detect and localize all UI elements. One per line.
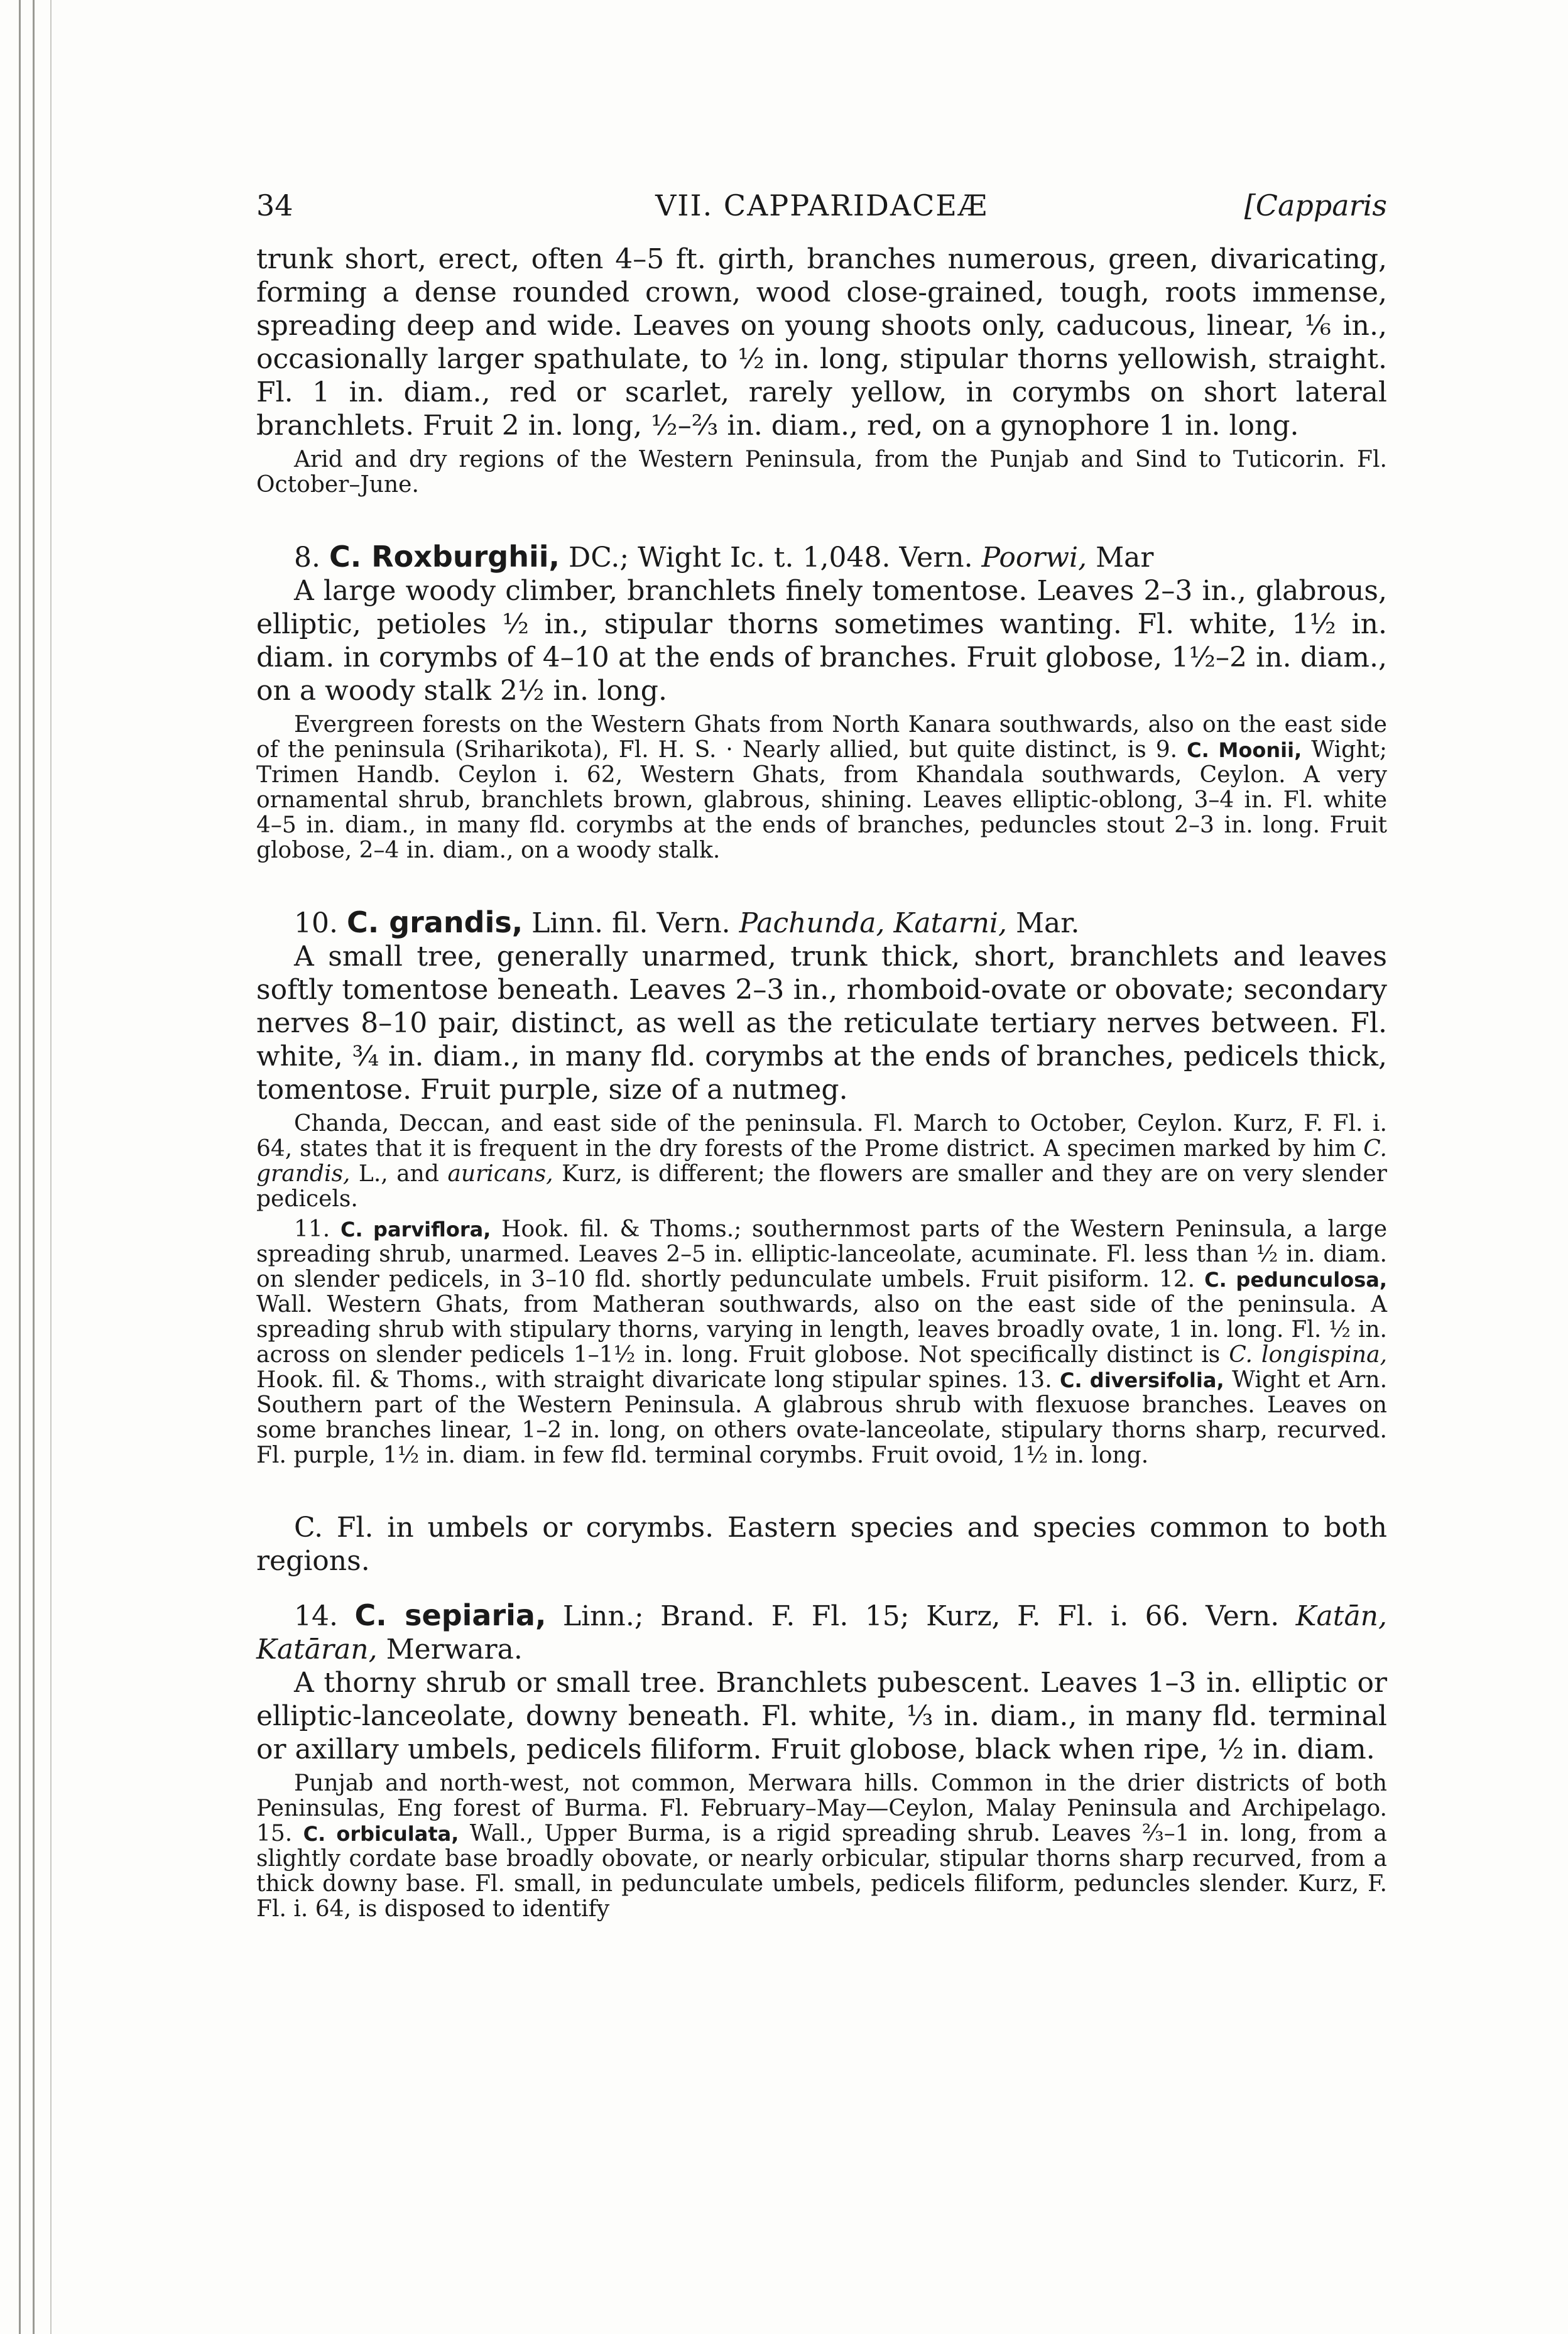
- related-species-note: [256, 1217, 1387, 1468]
- note-text: Punjab and north-west, not common, Merwara hills. Common in the drier districts of both Peninsulas, Eng forest of Burma. Fl. February–May—Ceylon, Malay Peninsula and Archipelago. 15.: [256, 1770, 1387, 1846]
- species-number: 14.: [294, 1600, 338, 1632]
- section-heading-c: C. Fl. in umbels or corymbs. Eastern species and species common to both regions.: [256, 1512, 1387, 1577]
- running-header: [256, 188, 1387, 232]
- note-text: Wall., Upper Burma, is a rigid spreading shrub. Leaves ⅔–1 in. long, from a slightly cordate base broadly obovate, or nearly orbicular, stipular thorns sharp recurved, from a thick downy base. Fl. small, in pedunculate umbels, pedicels filiform, peduncles slender. Kurz, F. Fl. i. 64, is disposed to identify: [256, 1821, 1388, 1922]
- species-entry-8: [256, 540, 1387, 863]
- related-species-name: C. Moonii,: [1187, 738, 1302, 762]
- species-authority: Linn. fil. Vern.: [523, 907, 739, 939]
- species-authority: DC.; Wight Ic. t. 1,048. Vern.: [559, 542, 982, 574]
- header-genus: [Capparis: [1244, 188, 1387, 222]
- note-text: Evergreen forests on the Western Ghats from North Kanara southwards, also on the east side of the peninsula (Sriharikota), Fl. H. S. · Nearly allied, but quite distinct, is 9.: [256, 712, 1387, 763]
- vernacular-region: Merwara.: [377, 1633, 523, 1666]
- vernacular-name: Pachunda, Katarni,: [739, 907, 1007, 939]
- italic-name: C. grandis,: [256, 1136, 1387, 1187]
- vernacular-region: Mar: [1087, 542, 1154, 574]
- page-number: 34: [256, 188, 293, 222]
- note-text: Wall. Western Ghats, from Matheran southwards, also on the east side of the peninsula. A spreading shrub with stipulary thorns, varying in length, leaves broadly ovate, 1 in. long. Fl. ½ in. across on slender pedicels 1–1½ in. long. Fruit globose. Not specifically distinct is: [256, 1292, 1387, 1368]
- related-species-name: C. pedunculosa,: [1204, 1268, 1388, 1292]
- italic-name: C. longispina,: [1229, 1342, 1387, 1368]
- species-note: [256, 1771, 1387, 1922]
- species-heading: [256, 906, 1387, 940]
- related-species-name: C. parviflora,: [340, 1218, 491, 1241]
- species-entry-14: [256, 1599, 1387, 1922]
- related-species-name: C. diversifolia,: [1060, 1368, 1224, 1392]
- species-authority: Linn.; Brand. F. Fl. 15; Kurz, F. Fl. i. 66. Vern.: [546, 1600, 1296, 1632]
- note-text: Hook. fil. & Thoms.; southernmost parts of the Western Peninsula, a large spreading shrub, unarmed. Leaves 2–5 in. elliptic-lanceolate, acuminate. Fl. less than ½ in. diam. on slender pedicels, in 3–10 fld. shortly pedunculate umbels. Fruit pisiform. 12.: [256, 1216, 1388, 1292]
- note-text: L., and: [350, 1161, 448, 1187]
- species-name: C. sepiaria,: [354, 1598, 547, 1632]
- note-text: 11.: [294, 1216, 340, 1242]
- species-description: A thorny shrub or small tree. Branchlets pubescent. Leaves 1–3 in. elliptic or elliptic-lanceolate, downy beneath. Fl. white, ⅓ in. diam., in many fld. terminal or axillary umbels, pedicels filiform. Fruit globose, black when ripe, ½ in. diam.: [256, 1667, 1387, 1765]
- species-description: A small tree, generally unarmed, trunk thick, short, branchlets and leaves softly tomentose beneath. Leaves 2–3 in., rhomboid-ovate or obovate; secondary nerves 8–10 pair, distinct, as well as the reticulate tertiary nerves between. Fl. white, ¾ in. diam., in many fld. corymbs at the ends of branches, pedicels thick, tomentose. Fruit purple, size of a nutmeg.: [256, 941, 1387, 1106]
- species-heading: [256, 1599, 1387, 1666]
- continued-description: trunk short, erect, often 4–5 ft. girth, branches numerous, green, divaricating, forming a dense rounded crown, wood close-grained, tough, roots immense, spreading deep and wide. Leaves on young shoots only, caducous, linear, ⅙ in., occasionally larger spathulate, to ½ in. long, stipular thorns yellowish, straight. Fl. 1 in. diam., red or scarlet, rarely yellow, in corymbs on short lateral branchlets. Fruit 2 in. long, ½–⅔ in. diam., red, on a gynophore 1 in. long.: [256, 243, 1387, 442]
- header-title: VII. CAPPARIDACEÆ: [655, 188, 988, 222]
- species-name: C. grandis,: [346, 905, 523, 939]
- note-text: Wight et Arn. Southern part of the Western Peninsula. A glabrous shrub with flexuose branches. Leaves on some branches linear, 1–2 in. long, on others ovate-lanceolate, stipulary thorns sharp, recurved. Fl. purple, 1½ in. diam. in few fld. terminal corymbs. Fruit ovoid, 1½ in. long.: [256, 1367, 1388, 1468]
- species-heading: [256, 540, 1387, 574]
- distribution-note: Arid and dry regions of the Western Peninsula, from the Punjab and Sind to Tuticorin. Fl. October–June.: [256, 447, 1387, 498]
- vernacular-name: Katān, Katāran,: [256, 1600, 1387, 1666]
- species-note: [256, 712, 1387, 863]
- species-note: [256, 1111, 1387, 1212]
- species-number: 10.: [294, 907, 338, 939]
- vernacular-name: Poorwi,: [981, 542, 1087, 574]
- note-text: Chanda, Deccan, and east side of the peninsula. Fl. March to October, Ceylon. Kurz, F. Fl. i. 64, states that it is frequent in the dry forests of the Prome district. A specimen marked by him: [256, 1111, 1387, 1162]
- related-species-name: C. orbiculata,: [303, 1822, 459, 1846]
- vernacular-region: Mar.: [1006, 907, 1080, 939]
- note-text: Wight; Trimen Handb. Ceylon i. 62, Western Ghats, from Khandala southwards, Ceylon. A very ornamental shrub, branchlets brown, glabrous, shining. Leaves elliptic-oblong, 3–4 in. Fl. white 4–5 in. diam., in many fld. corymbs at the ends of branches, peduncles stout 2–3 in. long. Fruit globose, 2–4 in. diam., on a woody stalk.: [256, 737, 1388, 863]
- species-name: C. Roxburghii,: [329, 540, 560, 574]
- species-description: A large woody climber, branchlets finely tomentose. Leaves 2–3 in., glabrous, elliptic, petioles ½ in., stipular thorns sometimes wanting. Fl. white, 1½ in. diam. in corymbs of 4–10 at the ends of branches. Fruit globose, 1½–2 in. diam., on a woody stalk 2½ in. long.: [256, 575, 1387, 707]
- page: [256, 188, 1387, 1922]
- note-text: Hook. fil. & Thoms., with straight divaricate long stipular spines. 13.: [256, 1367, 1060, 1393]
- note-text: Kurz, is different; the flowers are smaller and they are on very slender pedicels.: [256, 1161, 1387, 1212]
- species-number: 8.: [294, 542, 320, 574]
- species-entry-10: [256, 906, 1387, 1468]
- italic-name: auricans,: [447, 1161, 553, 1187]
- binding-margin: [0, 0, 52, 2334]
